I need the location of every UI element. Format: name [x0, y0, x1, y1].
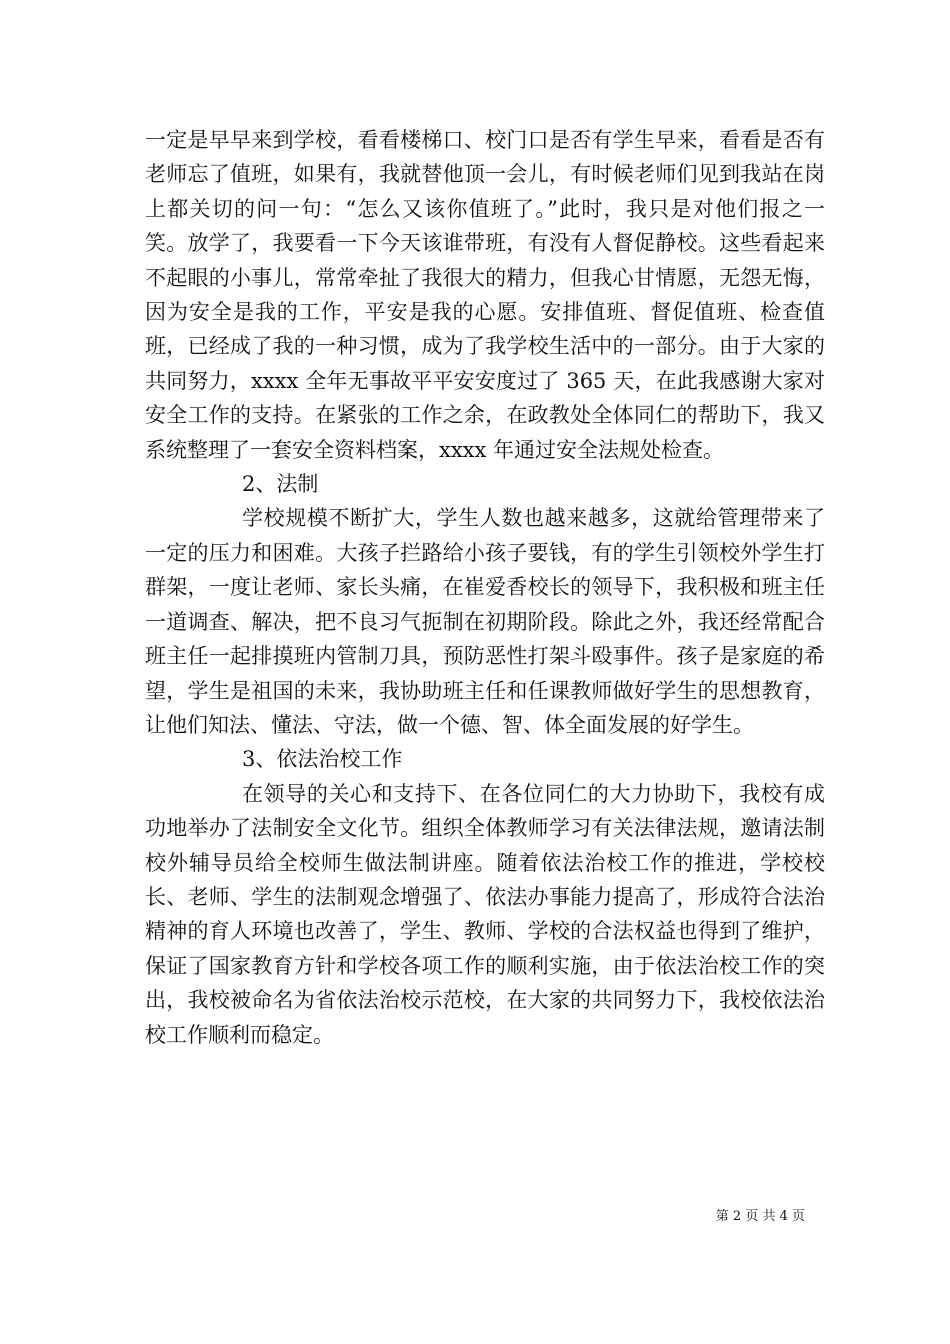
page-number-footer: 第 2 页 共 4 页	[715, 1209, 805, 1224]
paragraph-rule-of-law: 在领导的关心和支持下、在各位同仁的大力协助下，我校有成功地举办了法制安全文化节。组织全体教师学习有关法律法规，邀请法制校外辅导员给全校师生做法制讲座。随着依法治校工作的推进，学校校长、老师、学生的法制观念增强了、依法办事能力提高了，形成符合法治精神的育人环境也改善了，学生、教师、学校的合法权益也得到了维护，保证了国家教育方针和学校各项工作的顺利实施，由于依法治校工作的突出，我校被命名为省依法治校示范校，在大家的共同努力下，我校依法治校工作顺利而稳定。	[145, 781, 825, 1047]
section-heading-legal-system: 2、法制	[242, 472, 319, 497]
document-body	[145, 123, 825, 1052]
paragraph-legal-system: 学校规模不断扩大，学生人数也越来越多，这就给管理带来了一定的压力和困难。大孩子拦路给小孩子要钱，有的学生引领校外学生打群架，一度让老师、家长头痛，在崔爱香校长的领导下，我积极和班主任一道调查、解决，把不良习气扼制在初期阶段。除此之外，我还经常配合班主任一起排摸班内管制刀具，预防恶性打架斗殴事件。孩子是家庭的希望，学生是祖国的未来，我协助班主任和任课教师做好学生的思想教育，让他们知法、懂法、守法，做一个德、智、体全面发展的好学生。	[145, 506, 825, 737]
paragraph-safety-duty: 一定是早早来到学校，看看楼梯口、校门口是否有学生早来，看看是否有老师忘了值班，如果有，我就替他顶一会儿，有时候老师们见到我站在岗上都关切的问一句：“怎么又该你值班了。”此时，我只是对他们报之一笑。放学了，我要看一下今天该谁带班，有没有人督促静校。这些看起来不起眼的小事儿，常常牵扯了我很大的精力，但我心甘情愿，无怨无悔，因为安全是我的工作，平安是我的心愿。安排值班、督促值班、检查值班，已经成了我的一种习惯，成为了我学校生活中的一部分。由于大家的共同努力，xxxx 全年无事故平平安安度过了 365 天，在此我感谢大家对安全工作的支持。在紧张的工作之余，在政教处全体同仁的帮助下，我又系统整理了一套安全资料档案，xxxx 年通过安全法规处检查。	[145, 128, 825, 462]
section-heading-rule-of-law: 3、依法治校工作	[242, 747, 403, 772]
